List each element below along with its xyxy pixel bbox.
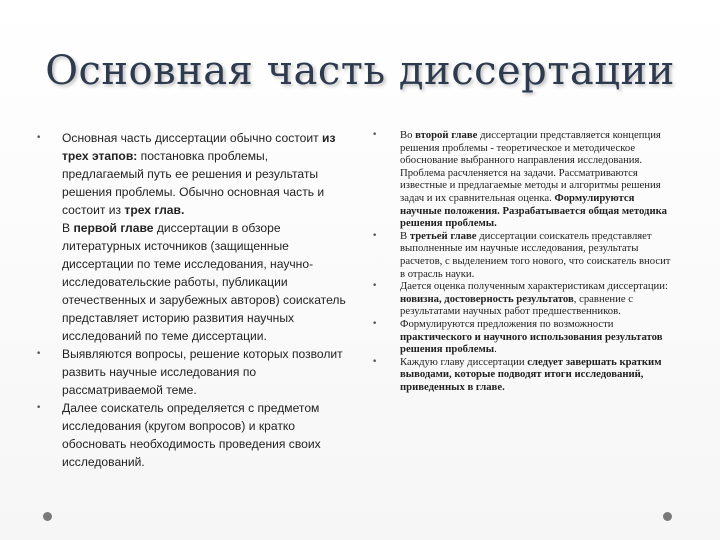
text: диссертации представляется концепция решения проблемы - теоретическое и методическое обоснование выбранного направления исследования. Проблема расчленяется на задачи. Рассматриваются известные и предлагаемые методы и алгоритмы решения задач и их сравнительная оценка. [400,129,661,204]
bullet-icon: • [372,281,378,292]
text: Далее соискатель определяется с предметом исследования (кругом вопросов) и кратко обосновать необходимость проведения своих исследований. [62,401,321,469]
text-bold: трех глав. [124,203,185,217]
text-bold: новизна, достоверность результатов [400,292,574,305]
text: Каждую главу диссертации [400,355,528,368]
bullet-icon: • [36,349,42,359]
left-column [36,129,347,471]
list-item [372,317,678,356]
text: Формулируются предложения по возможности [400,317,614,330]
text: , сравнение с результатами научных работ предшественников. [400,292,634,318]
text: диссертации в обзоре литературных источников (защищенные диссертации по теме исследования, научно-исследовательские работы, публикации отечественных и зарубежных авторов) соискатель представляет историю развития научных исследований по теме диссертации. [62,221,346,343]
list-item [372,355,678,394]
bullet-icon: • [372,230,378,241]
text: Дается оценка полученным характеристикам диссертации: [400,280,668,293]
right-decor-dot-icon [663,512,672,521]
text-bold: следует завершать кратким выводами, которые подводят итоги исследований, приведенных в главе. [400,355,662,393]
text-bold: практического и научного использования результатов решения проблемы [400,330,663,356]
text-bold: третьей главе [409,229,477,242]
slide-title: Основная часть диссертации [45,48,675,94]
text-bold: второй главе [415,129,478,141]
text: В [62,221,74,235]
right-column [372,129,678,393]
text: Выявляются вопросы, решение которых позволит развить научные исследования по рассматриваемой теме. [62,347,343,397]
bullet-icon: • [372,356,378,367]
left-decor-dot-icon [43,512,52,521]
text-bold: Формулируются научные положения. Разрабатывается общая методика решения проблемы. [400,191,667,230]
bullet-icon: • [372,318,378,329]
text-bold: первой главе [73,221,154,235]
text: диссертации соискатель представляет выполненные им научные исследования, результаты расчетов, с выделением того нового, что соискатель вносит в отрасль науки. [400,229,671,280]
list-item [372,129,678,230]
list-item [372,280,678,318]
bullet-icon: • [36,133,42,143]
text: В [400,229,410,242]
bullet-icon: • [372,130,378,140]
text: . [494,343,497,356]
list-item [372,229,678,280]
text: постановка проблемы, предлагаемый путь ее решения и результаты решения проблемы. Обычно основная часть и состоит из [62,149,325,217]
bullet-icon: • [36,403,42,413]
text-bold: из трех этапов: [62,131,336,163]
text: Во [400,129,416,141]
list-item [36,399,347,471]
text: Основная часть диссертации обычно состоит [62,131,323,145]
list-item [36,345,347,399]
list-item [36,129,347,345]
